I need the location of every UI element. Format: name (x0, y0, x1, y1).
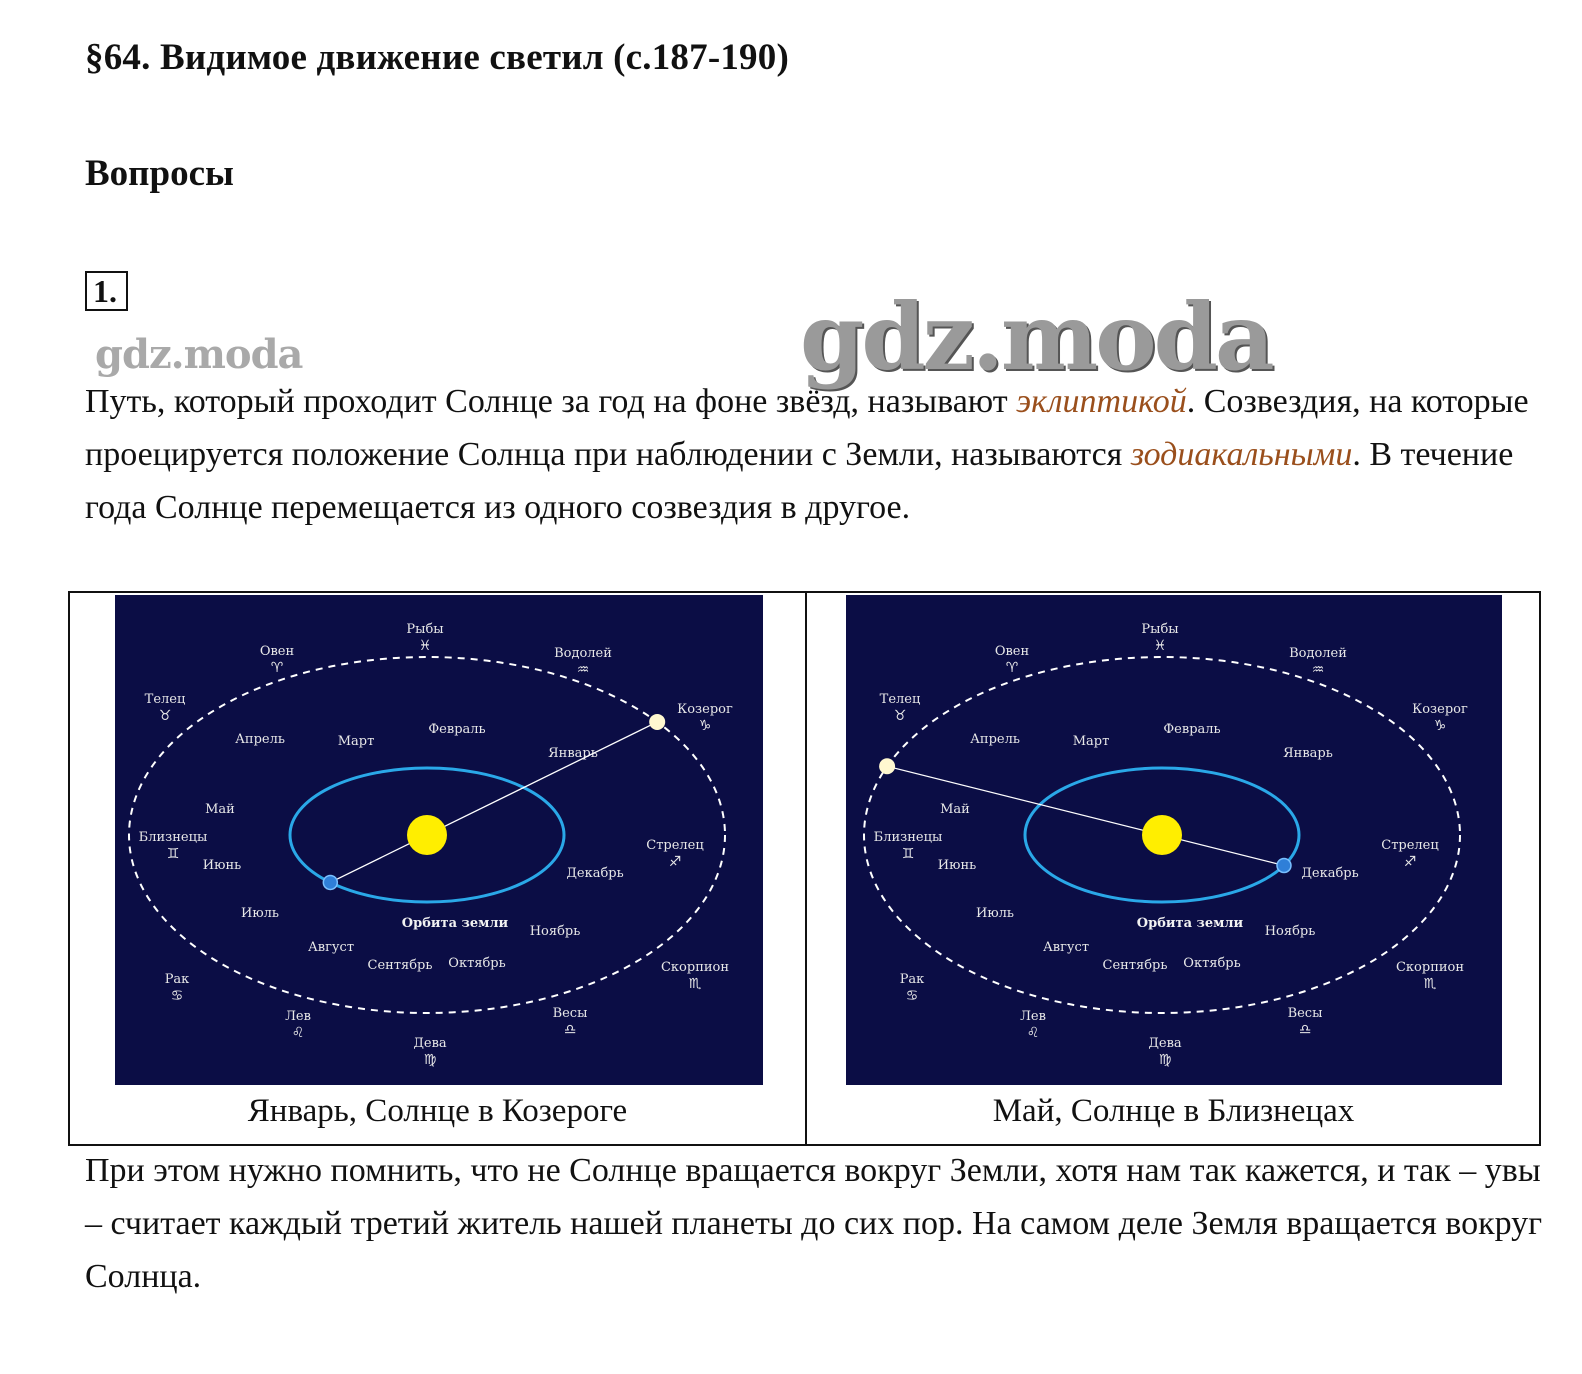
zodiac-sign-icon: ♏ (688, 976, 702, 992)
constellation-label: Овен (994, 644, 1030, 659)
zodiac-sign-icon: ♒ (1311, 662, 1325, 678)
watermark-small: gdz.moda (95, 331, 303, 378)
month-label: Май (940, 802, 970, 817)
zodiac-sign-icon: ♏ (1423, 976, 1437, 992)
constellation-label: Лев (1020, 1009, 1046, 1024)
constellation-label: Близнецы (873, 830, 943, 845)
month-label: Июнь (202, 858, 242, 873)
zodiac-sign-icon: ♈ (1005, 660, 1019, 676)
zodiac-sign-icon: ♎ (563, 1022, 577, 1038)
zodiac-sign-icon: ♓ (418, 638, 432, 654)
apparent-sun-icon (879, 758, 895, 774)
constellation-label: Близнецы (138, 830, 208, 845)
zodiac-sign-icon: ♐ (1403, 854, 1417, 870)
table-divider (805, 593, 807, 1144)
month-label: Июль (976, 906, 1014, 921)
earth-icon (323, 875, 337, 889)
month-label: Июнь (937, 858, 977, 873)
constellation-label: Телец (144, 692, 186, 707)
apparent-sun-icon (649, 714, 665, 730)
earth-icon (1277, 858, 1291, 872)
zodiac-diagram (115, 595, 763, 1085)
month-label: Январь (1283, 746, 1333, 761)
constellation-label: Дева (1148, 1036, 1182, 1051)
paragraph-text: . Созвездия, на которые проецируется положение Солнца при наблюдении с Земли, называются (85, 383, 1529, 473)
month-label: Апрель (970, 732, 1020, 747)
zodiac-diagram (846, 595, 1502, 1085)
constellation-label: Скорпион (660, 960, 730, 975)
question-number: 1. (85, 271, 128, 311)
month-label: Декабрь (566, 866, 624, 881)
month-label: Октябрь (448, 956, 506, 971)
zodiac-sign-icon: ♋ (905, 988, 919, 1004)
constellation-label: Козерог (1412, 702, 1468, 717)
zodiac-sign-icon: ♑ (1433, 718, 1447, 734)
constellation-label: Рыбы (1141, 622, 1179, 637)
constellation-label: Телец (879, 692, 921, 707)
answer-paragraph-2: При этом нужно помнить, что не Солнце вращается вокруг Земли, хотя нам так кажется, и так – увы – считает каждый третий житель нашей планеты до сих пор. На самом деле Земля вращается вокруг Солнца. (85, 1152, 1543, 1295)
constellation-label: Водолей (1289, 646, 1347, 661)
zodiac-sign-icon: ♊ (166, 846, 180, 862)
paragraph-text: Путь, который проходит Солнце за год на фоне звёзд, называют (85, 383, 1017, 420)
constellation-label: Водолей (554, 646, 612, 661)
month-label: Июль (241, 906, 279, 921)
line-of-sight (330, 722, 657, 883)
month-label: Март (1072, 734, 1110, 749)
month-label: Октябрь (1183, 956, 1241, 971)
constellation-label: Весы (1287, 1006, 1323, 1021)
constellation-label: Рыбы (406, 622, 444, 637)
month-label: Февраль (428, 722, 486, 737)
zodiac-sign-icon: ♋ (170, 988, 184, 1004)
term-ecliptic: эклиптикой (1016, 383, 1187, 420)
month-label: Декабрь (1301, 866, 1359, 881)
constellation-label: Лев (285, 1009, 311, 1024)
zodiac-sign-icon: ♌ (291, 1025, 305, 1041)
watermark-large: gdz.moda (800, 283, 1272, 391)
month-label: Март (337, 734, 375, 749)
orbit-label: Орбита земли (401, 916, 509, 931)
sun-icon (1142, 815, 1182, 855)
caption-january: Январь, Солнце в Козероге (247, 1093, 628, 1129)
section-heading: §64. Видимое движение светил (с.187-190) (85, 37, 789, 78)
month-label: Сентябрь (367, 958, 433, 973)
month-label: Январь (548, 746, 598, 761)
zodiac-sign-icon: ♌ (1026, 1025, 1040, 1041)
zodiac-sign-icon: ♎ (1298, 1022, 1312, 1038)
constellation-label: Скорпион (1395, 960, 1465, 975)
zodiac-sign-icon: ♍ (1158, 1052, 1172, 1068)
zodiac-sign-icon: ♉ (893, 708, 907, 724)
figure-table (68, 591, 1541, 1146)
constellation-label: Стрелец (646, 838, 704, 853)
zodiac-sign-icon: ♍ (423, 1052, 437, 1068)
zodiac-sign-icon: ♑ (698, 718, 712, 734)
orbit-label: Орбита земли (1136, 916, 1244, 931)
sun-icon (407, 815, 447, 855)
zodiac-sign-icon: ♉ (158, 708, 172, 724)
constellation-label: Стрелец (1381, 838, 1439, 853)
month-label: Август (307, 940, 355, 955)
diagram-may (846, 595, 1502, 1085)
month-label: Сентябрь (1102, 958, 1168, 973)
diagram-january (115, 595, 763, 1085)
constellation-label: Рак (164, 972, 190, 987)
zodiac-sign-icon: ♒ (576, 662, 590, 678)
month-label: Февраль (1163, 722, 1221, 737)
month-label: Май (205, 802, 235, 817)
term-zodiacal: зодиакальными (1130, 436, 1353, 473)
caption-may: Май, Солнце в Близнецах (992, 1093, 1355, 1129)
zodiac-sign-icon: ♓ (1153, 638, 1167, 654)
constellation-label: Дева (413, 1036, 447, 1051)
zodiac-sign-icon: ♊ (901, 846, 915, 862)
constellation-label: Козерог (677, 702, 733, 717)
answer-paragraph-1 (85, 375, 1545, 534)
constellation-label: Весы (552, 1006, 588, 1021)
zodiac-sign-icon: ♈ (270, 660, 284, 676)
month-label: Апрель (235, 732, 285, 747)
paragraph-text: . В течение года Солнце перемещается из одного созвездия в другое. (85, 436, 1514, 526)
constellation-label: Овен (259, 644, 295, 659)
month-label: Август (1042, 940, 1090, 955)
month-label: Ноябрь (1264, 924, 1316, 939)
month-label: Ноябрь (529, 924, 581, 939)
questions-heading: Вопросы (85, 153, 234, 194)
zodiac-sign-icon: ♐ (668, 854, 682, 870)
constellation-label: Рак (899, 972, 925, 987)
